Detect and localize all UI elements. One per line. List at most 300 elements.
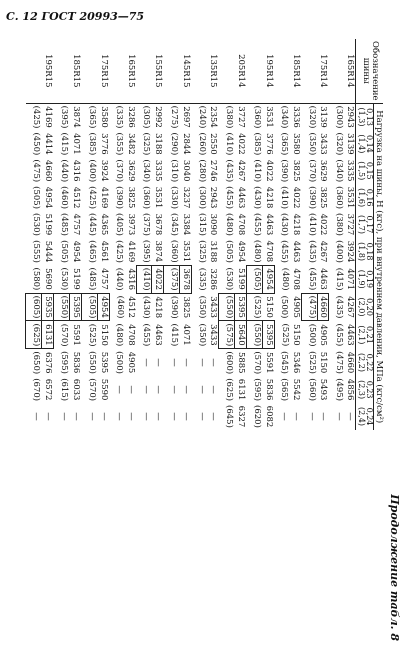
column-pressure-mpa: 0,13 bbox=[365, 108, 375, 126]
load-cell: (580) bbox=[31, 267, 42, 291]
load-cell: 6572 bbox=[43, 378, 54, 401]
load-cell: (455) bbox=[224, 186, 234, 210]
load-cell: (345) bbox=[169, 213, 180, 236]
column-pressure-kgf: (1,9) bbox=[356, 269, 366, 289]
table-row bbox=[207, 39, 218, 430]
load-cell: 2844 bbox=[181, 133, 192, 155]
load-cell: (435) bbox=[334, 295, 345, 319]
load-cell: (390) bbox=[114, 186, 125, 210]
table-row bbox=[125, 39, 136, 430]
load-cell: 5640 bbox=[235, 321, 247, 349]
load-cell: 5199 bbox=[235, 268, 246, 290]
load-cell: (480) bbox=[114, 323, 125, 347]
column-pressure-mpa: 0,18 bbox=[365, 242, 375, 261]
tire-designation bbox=[81, 39, 97, 103]
load-cell: 3629 bbox=[125, 159, 136, 182]
tire-designation: 165R14 bbox=[344, 39, 355, 103]
load-cell: 3580 bbox=[290, 133, 301, 155]
load-cell: 5591 bbox=[263, 351, 274, 374]
table-row bbox=[26, 39, 42, 430]
load-cell: 3040 bbox=[181, 159, 192, 182]
load-cell: (435) bbox=[224, 159, 234, 183]
load-cell: — bbox=[334, 412, 345, 421]
load-cell: (570) bbox=[86, 378, 97, 402]
load-cell: 4708 bbox=[263, 240, 274, 263]
table-row bbox=[274, 39, 289, 430]
load-cell: (460) bbox=[114, 295, 125, 319]
load-cell: 6376 bbox=[43, 351, 54, 374]
load-cell: (560) bbox=[306, 378, 317, 402]
load-cell: (500) bbox=[279, 295, 290, 319]
load-cell: (425) bbox=[86, 186, 97, 210]
load-cell: 3825 bbox=[125, 186, 136, 209]
load-cell: — bbox=[125, 385, 136, 394]
load-cell: 3090 bbox=[208, 213, 219, 236]
load-cell: (350) bbox=[196, 295, 207, 319]
load-cell: 4316 bbox=[70, 159, 81, 182]
load-cell: 4757 bbox=[70, 213, 81, 236]
load-cell: 5199 bbox=[70, 268, 81, 290]
load-cell: (620) bbox=[251, 405, 262, 428]
load-cell: 3924 bbox=[345, 240, 356, 263]
column-header bbox=[356, 293, 374, 321]
tire-designation: 195R15 bbox=[42, 39, 54, 103]
load-cell: — bbox=[114, 412, 125, 421]
load-cell: (645) bbox=[224, 405, 234, 428]
load-cell: (385) bbox=[251, 132, 262, 156]
load-cell: 3188 bbox=[153, 133, 164, 155]
load-table bbox=[25, 39, 383, 430]
table-row bbox=[109, 39, 124, 430]
load-cell: (280) bbox=[196, 159, 207, 183]
load-cell: (410) bbox=[251, 159, 262, 183]
load-cell: 4954 bbox=[235, 240, 246, 263]
tire-designation bbox=[192, 39, 207, 103]
load-cell: (320) bbox=[306, 105, 317, 129]
load-cell: (570) bbox=[251, 351, 262, 375]
load-cell: — bbox=[31, 412, 42, 421]
load-cell: (525) bbox=[86, 323, 97, 347]
column-pressure-mpa: 0,24 bbox=[365, 407, 375, 426]
table-row bbox=[290, 39, 301, 430]
load-cell: 3825 bbox=[290, 159, 301, 182]
load-cell: 5395 bbox=[262, 321, 274, 349]
load-cell: 4463 bbox=[290, 240, 301, 263]
load-cell: — bbox=[196, 412, 207, 421]
load-cell: (395) bbox=[141, 239, 152, 263]
load-cell: (530) bbox=[58, 267, 69, 291]
load-cell: (530) bbox=[224, 267, 234, 291]
load-cell: 4169 bbox=[125, 240, 136, 263]
load-cell: (370) bbox=[114, 159, 125, 183]
rotated-content bbox=[20, 35, 405, 645]
load-cell: (400) bbox=[334, 240, 345, 263]
load-cell: (625) bbox=[26, 321, 42, 349]
load-cell: 4169 bbox=[43, 106, 54, 128]
load-cell: (485) bbox=[58, 213, 69, 236]
load-cell: (550) bbox=[86, 351, 97, 374]
column-pressure-mpa: 0,14 bbox=[365, 134, 375, 153]
load-cell: 4463 bbox=[345, 324, 356, 346]
column-header bbox=[356, 103, 374, 130]
load-cell: 4218 bbox=[290, 213, 301, 236]
load-cell: 3874 bbox=[153, 240, 164, 263]
column-pressure-mpa: 0,19 bbox=[365, 270, 375, 289]
load-cell: (425) bbox=[31, 105, 42, 129]
load-cell: — bbox=[169, 358, 180, 367]
load-cell: 3531 bbox=[263, 106, 274, 128]
load-cell: (385) bbox=[86, 132, 97, 156]
column-header bbox=[356, 238, 374, 265]
load-cell: (335) bbox=[114, 105, 125, 129]
load-cell: (475) bbox=[31, 159, 42, 183]
load-cell: 3825 bbox=[181, 296, 192, 319]
load-cell: (480) bbox=[251, 239, 262, 263]
load-cell: (455) bbox=[306, 267, 317, 291]
load-cell: 3629 bbox=[318, 159, 329, 182]
table-continuation-label: Продолжение табл. 8 bbox=[388, 494, 401, 641]
load-cell: 4708 bbox=[290, 268, 301, 290]
load-cell: 4954 bbox=[97, 293, 109, 321]
load-cell: — bbox=[153, 385, 164, 394]
load-cell: 4512 bbox=[125, 296, 136, 318]
load-cell: 4218 bbox=[153, 296, 164, 319]
load-cell: 4463 bbox=[153, 324, 164, 346]
load-cell: 4022 bbox=[235, 133, 246, 155]
load-cell: (410) bbox=[136, 265, 152, 293]
table-row bbox=[246, 39, 262, 430]
load-cell: (340) bbox=[279, 105, 290, 129]
column-pressure-kgf: (2,2) bbox=[356, 353, 366, 372]
table-row bbox=[262, 39, 274, 430]
load-cell: (360) bbox=[141, 186, 152, 210]
load-cell: — bbox=[290, 412, 301, 421]
load-cell: 5836 bbox=[70, 351, 81, 374]
table-row bbox=[97, 39, 109, 430]
load-cell: 4708 bbox=[235, 213, 246, 236]
load-cell: 3874 bbox=[70, 106, 81, 128]
load-cell: 4071 bbox=[70, 133, 81, 155]
load-cell: (505) bbox=[31, 186, 42, 210]
load-cell: 3776 bbox=[98, 133, 109, 155]
load-cell: 4905 bbox=[125, 351, 136, 374]
load-cell: (435) bbox=[306, 240, 317, 263]
tire-designation: 195R14 bbox=[262, 39, 274, 103]
load-cell: (405) bbox=[114, 213, 125, 236]
tire-designation: 145R15 bbox=[180, 39, 192, 103]
load-cell: — bbox=[306, 412, 317, 421]
load-cell: (390) bbox=[306, 186, 317, 210]
load-cell: (575) bbox=[219, 321, 235, 349]
tire-designation: 205R14 bbox=[235, 39, 247, 103]
load-cell: 3335 bbox=[153, 159, 164, 182]
load-cell: — bbox=[169, 412, 180, 421]
load-cell: 4856 bbox=[345, 378, 356, 401]
load-cell: (530) bbox=[31, 213, 42, 236]
load-cell: 2746 bbox=[208, 159, 219, 182]
load-cell: 3580 bbox=[98, 106, 109, 128]
load-cell: (550) bbox=[54, 293, 70, 321]
table-row bbox=[164, 39, 180, 430]
load-cell: 3924 bbox=[98, 159, 109, 182]
tire-designation: 185R14 bbox=[290, 39, 301, 103]
load-cell: (455) bbox=[251, 213, 262, 236]
load-cell: 5395 bbox=[98, 351, 109, 374]
load-cell: (395) bbox=[58, 105, 69, 129]
load-cell: (260) bbox=[196, 132, 207, 156]
load-cell: 4905 bbox=[318, 324, 329, 346]
table-row bbox=[317, 39, 329, 430]
load-cell: 3482 bbox=[125, 133, 136, 155]
load-cell: 2943 bbox=[208, 186, 219, 209]
column-pressure-mpa: 0,23 bbox=[365, 380, 375, 399]
load-cell: 4071 bbox=[181, 324, 192, 346]
table-row bbox=[301, 39, 317, 430]
load-cell: (240) bbox=[196, 105, 207, 129]
tire-designation bbox=[54, 39, 70, 103]
tire-designation: 175R15 bbox=[97, 39, 109, 103]
load-cell: (365) bbox=[86, 105, 97, 129]
table-row bbox=[329, 39, 344, 430]
load-cell: 4267 bbox=[318, 240, 329, 263]
load-cell: (410) bbox=[279, 186, 290, 210]
load-cell: (365) bbox=[279, 132, 290, 156]
load-cell: (290) bbox=[169, 132, 180, 156]
load-cell: 3433 bbox=[208, 324, 219, 346]
load-cell: — bbox=[141, 358, 152, 367]
load-cell: (355) bbox=[114, 132, 125, 156]
load-cell: (380) bbox=[334, 213, 345, 236]
load-cell: 4905 bbox=[290, 296, 301, 318]
load-cell: — bbox=[114, 385, 125, 394]
table-row bbox=[81, 39, 97, 430]
load-cell: (565) bbox=[279, 378, 290, 402]
load-cell: 4022 bbox=[290, 186, 301, 209]
load-cell: (500) bbox=[306, 323, 317, 347]
load-cell: 4022 bbox=[263, 159, 274, 182]
table-row bbox=[69, 39, 81, 430]
table-row bbox=[192, 39, 207, 430]
load-cell: 3433 bbox=[318, 133, 329, 155]
tire-designation bbox=[219, 39, 235, 103]
column-pressure-mpa: 0,15 bbox=[365, 161, 375, 180]
column-pressure-kgf: (2,0) bbox=[356, 297, 366, 317]
load-cell: 5935 bbox=[42, 293, 54, 321]
load-cell: 4954 bbox=[70, 240, 81, 263]
load-cell: 3727 bbox=[345, 213, 356, 236]
load-cell: (415) bbox=[58, 132, 69, 156]
load-cell: 4660 bbox=[345, 351, 356, 374]
column-pressure-kgf: (2,3) bbox=[356, 380, 366, 400]
load-cell: 4463 bbox=[318, 268, 329, 290]
load-cell: (375) bbox=[141, 213, 152, 236]
load-cell: — bbox=[208, 412, 219, 421]
load-cell: 4561 bbox=[98, 240, 109, 263]
load-cell: (605) bbox=[26, 293, 42, 321]
load-cell: (650) bbox=[31, 351, 42, 375]
load-cell: (455) bbox=[334, 323, 345, 347]
load-cell: 3139 bbox=[318, 106, 329, 128]
load-cell: (400) bbox=[86, 159, 97, 183]
column-header bbox=[356, 184, 374, 211]
load-cell: 3336 bbox=[290, 106, 301, 128]
load-cell: 3678 bbox=[180, 265, 192, 293]
load-cell: (480) bbox=[224, 213, 234, 236]
load-cell: (360) bbox=[169, 239, 180, 263]
load-cell: 4267 bbox=[345, 296, 356, 318]
load-cell: 5150 bbox=[318, 351, 329, 374]
tire-designation bbox=[164, 39, 180, 103]
load-cell: 5199 bbox=[43, 213, 54, 236]
load-cell: 4316 bbox=[125, 268, 136, 290]
column-header bbox=[356, 403, 374, 430]
load-cell: — bbox=[181, 412, 192, 421]
load-super-header: Нагрузка на шины, Н (кгс), при внутреннем давлении, МПа (кгс/см²) bbox=[374, 103, 383, 430]
load-cell: — bbox=[208, 385, 219, 394]
load-cell: (625) bbox=[224, 378, 234, 402]
load-cell: — bbox=[169, 385, 180, 394]
load-cell: — bbox=[345, 412, 356, 421]
load-cell: (390) bbox=[169, 295, 180, 319]
load-cell: 2992 bbox=[153, 106, 164, 128]
load-cell: (415) bbox=[334, 267, 345, 291]
load-cell: (325) bbox=[196, 240, 207, 263]
load-cell: 3433 bbox=[208, 296, 219, 318]
load-cell: — bbox=[141, 385, 152, 394]
table-row bbox=[54, 39, 70, 430]
load-cell: 3384 bbox=[181, 213, 192, 236]
load-cell: 2354 bbox=[208, 106, 219, 128]
load-cell: 2550 bbox=[208, 133, 219, 155]
load-cell: 6082 bbox=[263, 405, 274, 428]
column-pressure-kgf: (2,1) bbox=[356, 325, 366, 345]
load-cell: (495) bbox=[334, 378, 345, 402]
load-cell: 3973 bbox=[125, 213, 136, 236]
load-cell: — bbox=[98, 412, 109, 421]
load-cell: — bbox=[181, 385, 192, 394]
tire-designation bbox=[246, 39, 262, 103]
load-cell: — bbox=[318, 412, 329, 421]
load-cell: (390) bbox=[279, 159, 290, 183]
table-row bbox=[136, 39, 152, 430]
load-cell: — bbox=[86, 412, 97, 421]
tire-designation: 175R14 bbox=[317, 39, 329, 103]
load-cell: (375) bbox=[164, 265, 180, 293]
load-cell: (485) bbox=[86, 267, 97, 291]
column-pressure-mpa: 0,22 bbox=[365, 353, 375, 372]
load-cell: 4169 bbox=[98, 186, 109, 209]
load-cell: 4954 bbox=[262, 265, 274, 293]
load-cell: (305) bbox=[141, 105, 152, 129]
load-cell: — bbox=[196, 358, 207, 367]
load-cell: 5346 bbox=[290, 351, 301, 374]
column-header bbox=[356, 211, 374, 238]
load-cell: 5395 bbox=[235, 293, 247, 321]
load-cell: — bbox=[279, 412, 290, 421]
load-cell: (505) bbox=[58, 240, 69, 263]
load-cell: (555) bbox=[31, 240, 42, 263]
load-cell: (480) bbox=[279, 267, 290, 291]
load-cell: 5690 bbox=[43, 268, 54, 290]
load-cell: (425) bbox=[114, 240, 125, 263]
load-cell: (275) bbox=[169, 105, 180, 129]
load-cell: (550) bbox=[219, 293, 235, 321]
load-cell: 2697 bbox=[181, 106, 192, 128]
load-cell: (505) bbox=[246, 265, 262, 293]
load-cell: (415) bbox=[169, 323, 180, 347]
load-cell: 5885 bbox=[235, 351, 246, 374]
load-cell: 4365 bbox=[98, 213, 109, 236]
load-cell: 3335 bbox=[345, 159, 356, 182]
load-cell: — bbox=[196, 385, 207, 394]
load-cell: — bbox=[58, 412, 69, 421]
tire-designation bbox=[301, 39, 317, 103]
column-pressure-kgf: (1,5) bbox=[356, 161, 366, 181]
load-cell: (615) bbox=[58, 378, 69, 402]
table-row bbox=[219, 39, 235, 430]
column-pressure-kgf: (1,4) bbox=[356, 134, 366, 154]
load-cell: — bbox=[181, 358, 192, 367]
load-cell: 5836 bbox=[263, 378, 274, 401]
load-cell: 3237 bbox=[181, 186, 192, 209]
load-cell: 5493 bbox=[318, 378, 329, 401]
load-cell: (475) bbox=[301, 293, 317, 321]
load-cell: 4267 bbox=[235, 159, 246, 182]
load-cell: (430) bbox=[141, 295, 152, 319]
load-cell: 6131 bbox=[42, 321, 54, 349]
load-cell: 6033 bbox=[70, 378, 81, 401]
load-cell: (340) bbox=[334, 159, 345, 183]
load-cell: 5542 bbox=[290, 378, 301, 401]
load-cell: (545) bbox=[279, 351, 290, 374]
load-cell: (440) bbox=[114, 267, 125, 291]
tire-designation bbox=[26, 39, 42, 103]
load-cell: 4414 bbox=[43, 133, 54, 155]
load-cell: 4463 bbox=[235, 186, 246, 209]
load-cell: 5150 bbox=[98, 324, 109, 346]
column-header bbox=[356, 376, 374, 403]
table-row bbox=[235, 39, 247, 430]
load-cell: 3678 bbox=[153, 213, 164, 236]
load-cell: (445) bbox=[86, 213, 97, 236]
load-cell: 3286 bbox=[125, 106, 136, 128]
load-cell: 5444 bbox=[43, 240, 54, 263]
tire-designation: 155R15 bbox=[152, 39, 164, 103]
load-cell: — bbox=[153, 412, 164, 421]
column-pressure-kgf: (1,8) bbox=[356, 242, 366, 262]
column-pressure-mpa: 0,21 bbox=[365, 325, 375, 344]
tire-designation bbox=[136, 39, 152, 103]
load-cell: (410) bbox=[306, 213, 317, 236]
column-pressure-mpa: 0,17 bbox=[365, 215, 375, 234]
table-body bbox=[26, 39, 356, 430]
table-row bbox=[344, 39, 355, 430]
column-header bbox=[356, 265, 374, 293]
load-cell: 3531 bbox=[345, 186, 356, 209]
column-pressure-kgf: (1,6) bbox=[356, 188, 366, 208]
load-cell: 4954 bbox=[43, 186, 54, 209]
load-cell: (600) bbox=[224, 351, 234, 375]
load-cell: (505) bbox=[81, 293, 97, 321]
load-cell: 4218 bbox=[263, 186, 274, 209]
table-row bbox=[152, 39, 164, 430]
load-cell: (370) bbox=[306, 159, 317, 183]
load-cell: 5591 bbox=[70, 324, 81, 346]
load-cell: 2943 bbox=[345, 106, 356, 128]
load-cell: (335) bbox=[197, 267, 208, 291]
load-cell: (505) bbox=[224, 240, 234, 263]
load-cell: 6131 bbox=[235, 378, 246, 401]
